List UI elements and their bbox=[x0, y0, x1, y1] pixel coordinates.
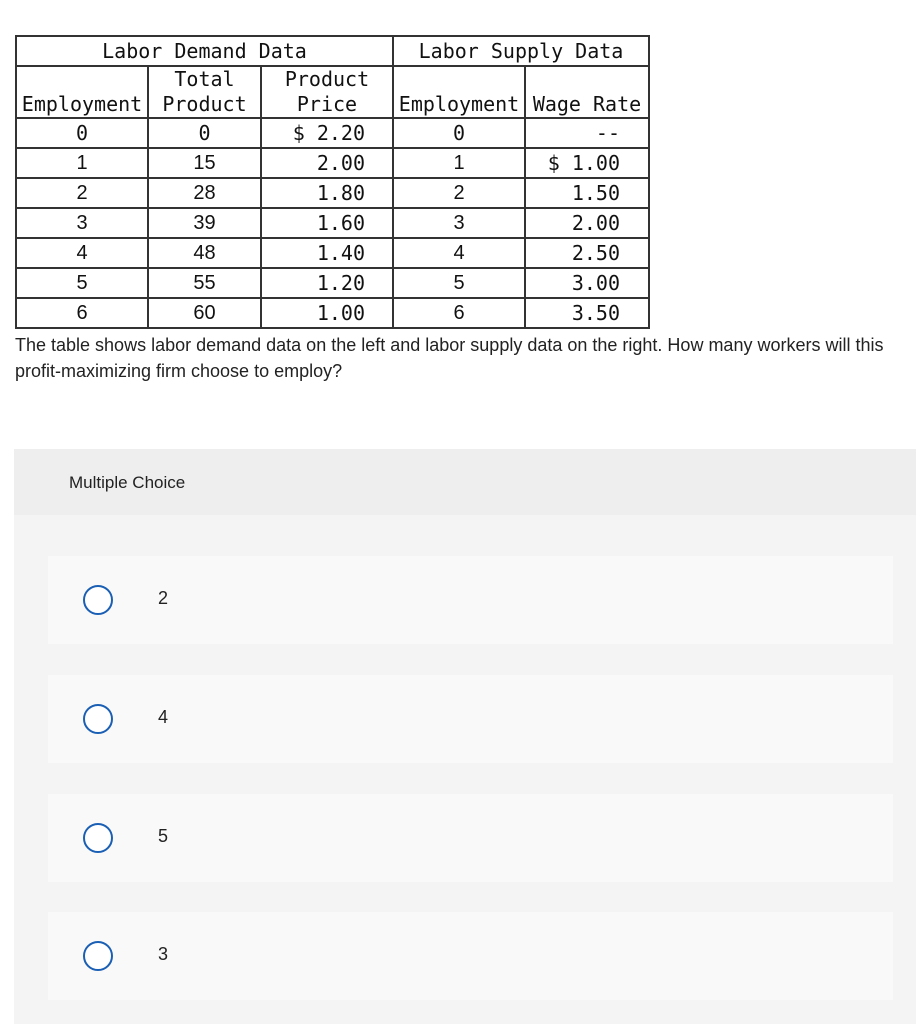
cell-total-product: 39 bbox=[148, 208, 261, 238]
table-row bbox=[16, 118, 649, 148]
cell-supply-employment: 3 bbox=[393, 208, 525, 238]
cell-employment: 2 bbox=[16, 178, 148, 208]
choice-option[interactable] bbox=[48, 675, 893, 763]
cell-product-price: 1.00 bbox=[261, 298, 393, 328]
choice-label: 4 bbox=[158, 707, 169, 727]
cell-employment: 1 bbox=[16, 148, 148, 178]
cell-employment: 6 bbox=[16, 298, 148, 328]
choice-label: 5 bbox=[158, 826, 169, 846]
labor-demand-title: Labor Demand Data bbox=[16, 36, 393, 66]
multiple-choice-label: Multiple Choice bbox=[69, 473, 186, 492]
cell-supply-employment: 6 bbox=[393, 298, 525, 328]
cell-employment: 3 bbox=[16, 208, 148, 238]
cell-product-price: 1.60 bbox=[261, 208, 393, 238]
cell-product-price: 1.40 bbox=[261, 238, 393, 268]
choice-label: 2 bbox=[158, 588, 169, 608]
cell-wage-rate: 3.00 bbox=[525, 268, 649, 298]
table-row bbox=[16, 298, 649, 328]
cell-supply-employment: 0 bbox=[393, 118, 525, 148]
cell-employment: 0 bbox=[16, 118, 148, 148]
cell-product-price: 2.00 bbox=[261, 148, 393, 178]
cell-total-product: 0 bbox=[148, 118, 261, 148]
table-row bbox=[16, 268, 649, 298]
cell-wage-rate: 3.50 bbox=[525, 298, 649, 328]
multiple-choice-header bbox=[14, 449, 916, 515]
cell-total-product: 55 bbox=[148, 268, 261, 298]
cell-supply-employment: 2 bbox=[393, 178, 525, 208]
radio-button-icon[interactable] bbox=[83, 585, 113, 615]
labor-supply-title: Labor Supply Data bbox=[393, 36, 649, 66]
cell-wage-rate: 2.50 bbox=[525, 238, 649, 268]
question-text: The table shows labor demand data on the left and labor supply data on the right. How many workers will this profit-maximizing firm choose to employ? bbox=[15, 335, 884, 381]
header-wage-rate: Wage Rate bbox=[525, 66, 649, 118]
header-supply-employment: Employment bbox=[393, 66, 525, 118]
header-employment: Employment bbox=[16, 66, 148, 118]
radio-button-icon[interactable] bbox=[83, 941, 113, 971]
radio-button-icon[interactable] bbox=[83, 704, 113, 734]
choice-option[interactable] bbox=[48, 556, 893, 644]
labor-data-table bbox=[15, 35, 650, 329]
choice-label: 3 bbox=[158, 944, 169, 964]
choice-option[interactable] bbox=[48, 794, 893, 882]
cell-total-product: 28 bbox=[148, 178, 261, 208]
cell-supply-employment: 1 bbox=[393, 148, 525, 178]
header-product-price: Product Price bbox=[261, 66, 393, 118]
cell-wage-rate: 1.50 bbox=[525, 178, 649, 208]
table-row bbox=[16, 208, 649, 238]
cell-employment: 5 bbox=[16, 268, 148, 298]
cell-product-price: 1.80 bbox=[261, 178, 393, 208]
radio-button-icon[interactable] bbox=[83, 823, 113, 853]
cell-product-price: 1.20 bbox=[261, 268, 393, 298]
choice-option[interactable] bbox=[48, 912, 893, 1000]
cell-total-product: 48 bbox=[148, 238, 261, 268]
choices-list bbox=[14, 515, 916, 1024]
cell-wage-rate: -- bbox=[525, 118, 649, 148]
cell-wage-rate: $ 1.00 bbox=[525, 148, 649, 178]
cell-wage-rate: 2.00 bbox=[525, 208, 649, 238]
cell-supply-employment: 5 bbox=[393, 268, 525, 298]
cell-product-price: $ 2.20 bbox=[261, 118, 393, 148]
table-row bbox=[16, 238, 649, 268]
table-row bbox=[16, 178, 649, 208]
table-row bbox=[16, 148, 649, 178]
cell-total-product: 15 bbox=[148, 148, 261, 178]
cell-supply-employment: 4 bbox=[393, 238, 525, 268]
header-total-product: Total Product bbox=[148, 66, 261, 118]
cell-employment: 4 bbox=[16, 238, 148, 268]
cell-total-product: 60 bbox=[148, 298, 261, 328]
